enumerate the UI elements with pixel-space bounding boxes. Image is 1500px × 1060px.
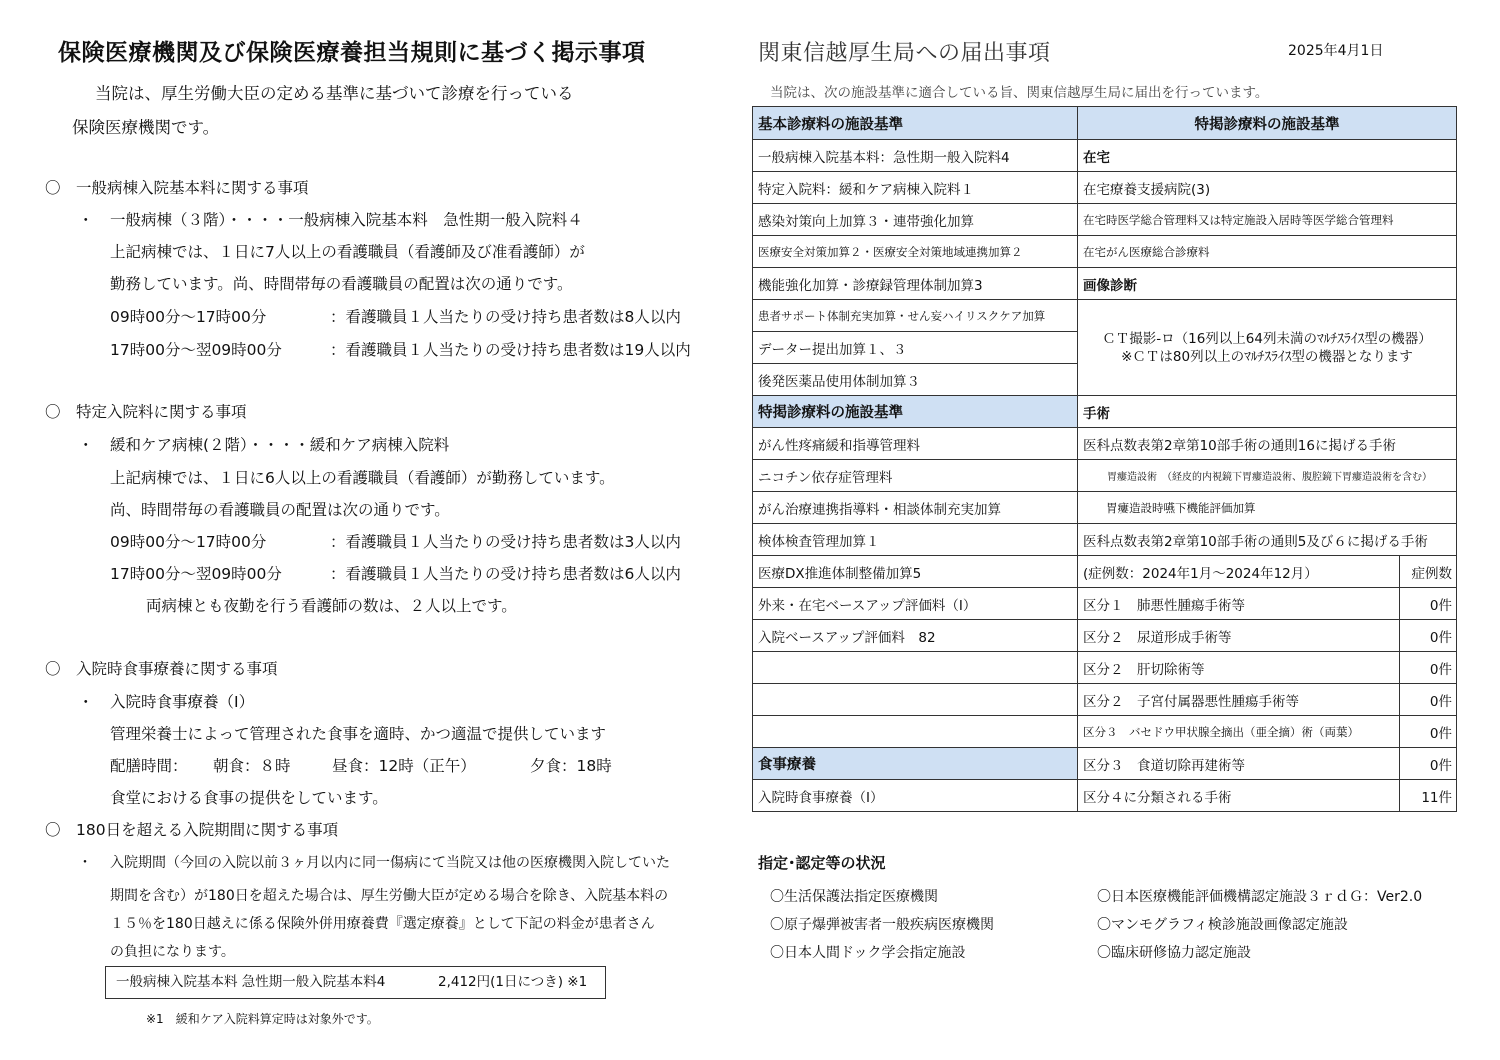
table-row [753,492,1457,524]
palliative-ward-line-2: 尚、時間帯毎の看護職員の配置は次の通りです。 [110,501,450,519]
table-row [753,652,1457,684]
section-meal-heading: 〇 入院時食事療養に関する事項 [45,660,278,678]
180days-line-3: １５％を180日越えに係る保険外併用療養費『選定療養』として下記の料金が患者さん [110,916,655,932]
table-cell [753,716,1078,748]
table-cell: 0件 [1400,588,1457,620]
designation-item: 〇マンモグラフィ検診施設画像認定施設 [1097,917,1348,933]
right-title: 関東信越厚生局への届出事項 [758,41,1051,66]
palliative-ward-time-1: 09時00分～17時00分 [110,533,267,551]
table-cell: 外来・在宅ベースアップ評価料（Ⅰ） [753,588,1078,620]
table-cell: 入院ベースアップ評価料 82 [753,620,1078,652]
180days-line-1: 入院期間（今回の入院以前３ヶ月以内に同一傷病にて当院又は他の医療機関入院していた [110,855,670,871]
general-ward-time-2: 17時00分～翌09時00分 [110,341,282,359]
table-row [753,556,1457,588]
designations-title: 指定･認定等の状況 [758,854,886,872]
designation-item: 〇日本医療機能評価機構認定施設３ｒｄＧ：Ver2.0 [1097,889,1423,905]
intro-line-1: 当院は、厚生労働大臣の定める基準に基づいて診療を行っている [95,84,574,103]
table-cell: (症例数：2024年1月～2024年12月） [1078,556,1400,588]
table-cell: 胃瘻造設時嚥下機能評価加算 [1078,492,1457,524]
table-row [753,172,1457,204]
right-intro: 当院は、次の施設基準に適合している旨、関東信越厚生局に届出を行っています。 [770,85,1269,101]
section-general-ward-heading: 〇 一般病棟入院基本料に関する事項 [45,179,309,197]
table-cell: 0件 [1400,620,1457,652]
table-cell: 感染対策向上加算３・連帯強化加算 [753,204,1078,236]
table-cell: 在宅療養支援病院(3) [1078,172,1457,204]
table-row [753,588,1457,620]
night-shift-note: 両病棟とも夜勤を行う看護師の数は、２人以上です。 [146,597,517,615]
table-cell: 0件 [1400,652,1457,684]
designation-item: 〇原子爆弾被害者一般疾病医療機関 [770,917,994,933]
general-ward-desc-2: ：看護職員１人当たりの受け持ち患者数は19人以内 [330,341,691,359]
section-special-ward-heading: 〇 特定入院料に関する事項 [45,403,247,421]
page-title: 保険医療機関及び保険医療養担当規則に基づく掲示事項 [58,40,646,66]
table-row [753,460,1457,492]
bullet: ・ [78,211,94,229]
table-cell: 入院時食事療養（Ⅰ） [753,780,1078,812]
table-row [753,748,1457,780]
ct-line-2: ※ＣＴは80列以上のﾏﾙﾁｽﾗｲｽ型の機器となります [1121,348,1413,365]
table-cell: 検体検査管理加算１ [753,524,1078,556]
table-cell [753,652,1078,684]
table-cell: 区分１ 肺悪性腫瘍手術等 [1078,588,1400,620]
table-cell: データー提出加算１、３ [753,332,1078,364]
palliative-ward-item: 緩和ケア病棟(２階）・・・・緩和ケア病棟入院料 [110,436,450,454]
designation-item: 〇生活保護法指定医療機関 [770,889,938,905]
table-cell: 医科点数表第2章第10部手術の通則16に掲げる手術 [1078,428,1457,460]
table-cell: 後発医薬品使用体制加算３ [753,364,1078,396]
dinner-time: 夕食：18時 [530,757,612,775]
table-cell: ニコチン依存症管理料 [753,460,1078,492]
date: 2025年4月1日 [1288,43,1384,59]
footnote: ※1 緩和ケア入院料算定時は対象外です。 [146,1012,379,1026]
table-cell: 医科点数表第2章第10部手術の通則5及び６に掲げる手術 [1078,524,1457,556]
table-row [753,300,1457,332]
meal-line-2: 食堂における食事の提供をしています。 [110,789,388,807]
table-row [753,524,1457,556]
lunch-time: 昼食：12時（正午） [332,757,476,775]
180days-line-4: の負担になります。 [110,944,235,960]
table-cell: 症例数 [1400,556,1457,588]
intro-line-2: 保険医療機関です。 [72,118,220,137]
designation-item: 〇日本人間ドック学会指定施設 [770,945,966,961]
table-cell: がん治療連携指導料・相談体制充実加算 [753,492,1078,524]
table-row [753,684,1457,716]
180days-line-2: 期間を含む）が180日を超えた場合は、厚生労働大臣が定める場合を除き、入院基本料の [110,888,669,904]
table-cell: 11件 [1400,780,1457,812]
table-row [753,780,1457,812]
table-cell: 区分２ 肝切除術等 [1078,652,1400,684]
meal-time-label: 配膳時間： [110,757,188,775]
palliative-ward-desc-2: ：看護職員１人当たりの受け持ち患者数は6人以内 [330,565,681,583]
table-cell: 特定入院料：緩和ケア病棟入院料１ [753,172,1078,204]
breakfast-time: 朝食：８時 [213,757,291,775]
table-row [753,107,1457,140]
table-cell: 0件 [1400,748,1457,780]
table-cell: 在宅がん医療総合診療料 [1078,236,1457,268]
header-meal: 食事療養 [753,748,1078,780]
fee-box [105,966,606,999]
table-cell: 患者サポート体制充実加算・せん妄ハイリスクケア加算 [753,300,1078,332]
table-cell: がん性疼痛緩和指導管理料 [753,428,1078,460]
palliative-ward-time-2: 17時00分～翌09時00分 [110,565,282,583]
table-cell: 区分３ バセドウ甲状腺全摘出（亜全摘）術（両葉） [1078,716,1400,748]
fee-label: 一般病棟入院基本料 急性期一般入院基本料4 [116,974,386,990]
table-cell: 画像診断 [1078,268,1457,300]
table-cell: 区分３ 食道切除再建術等 [1078,748,1400,780]
bullet: ・ [78,855,92,871]
ct-line-1: ＣＴ撮影-ロ（16列以上64列未満のﾏﾙﾁｽﾗｲｽ型の機器） [1102,330,1432,347]
designation-item: 〇臨床研修協力認定施設 [1097,945,1251,961]
fee-value: 2,412円(1日につき) ※1 [438,974,588,990]
table-cell: 胃瘻造設術 （経皮的内視鏡下胃瘻造設術、腹腔鏡下胃瘻造設術を含む） [1078,460,1457,492]
section-180days-heading: 〇 180日を超える入院期間に関する事項 [45,821,339,839]
table-row [753,716,1457,748]
meal-line-1: 管理栄養士によって管理された食事を適時、かつ適温で提供しています [110,725,607,743]
meal-item: 入院時食事療養（Ⅰ） [110,693,255,711]
table-cell: 手術 [1078,396,1457,428]
general-ward-line-1: 上記病棟では、１日に7人以上の看護職員（看護師及び准看護師）が [110,243,585,261]
bullet: ・ [78,436,94,454]
general-ward-item: 一般病棟（３階）・・・・一般病棟入院基本料 急性期一般入院料４ [110,211,583,229]
table-row [753,204,1457,236]
table-cell: 区分４に分類される手術 [1078,780,1400,812]
table-cell: 在宅 [1078,140,1457,172]
table-row [753,140,1457,172]
table-cell: 在宅時医学総合管理料又は特定施設入居時等医学総合管理料 [1078,204,1457,236]
table-cell: 0件 [1400,716,1457,748]
ct-scan-cell [1078,300,1457,396]
table-row [753,620,1457,652]
table-cell: 医療安全対策加算２・医療安全対策地域連携加算２ [753,236,1078,268]
general-ward-line-2: 勤務しています。尚、時間帯毎の看護職員の配置は次の通りです。 [110,275,573,293]
table-cell: 医療DX推進体制整備加算5 [753,556,1078,588]
header-basic: 基本診療料の施設基準 [753,107,1078,140]
table-cell: 機能強化加算・診療録管理体制加算3 [753,268,1078,300]
table-cell [753,684,1078,716]
table-cell: 区分２ 子宮付属器悪性腫瘍手術等 [1078,684,1400,716]
table-row [753,428,1457,460]
facility-standards-table [752,106,1457,812]
palliative-ward-desc-1: ：看護職員１人当たりの受け持ち患者数は3人以内 [330,533,681,551]
table-cell: 区分２ 尿道形成手術等 [1078,620,1400,652]
table-cell: 一般病棟入院基本料：急性期一般入院料4 [753,140,1078,172]
table-row [753,236,1457,268]
header-special: 特掲診療料の施設基準 [1078,107,1457,140]
table-cell: 0件 [1400,684,1457,716]
bullet: ・ [78,693,94,711]
table-row [753,396,1457,428]
header-special-2: 特掲診療料の施設基準 [753,396,1078,428]
general-ward-desc-1: ：看護職員１人当たりの受け持ち患者数は8人以内 [330,308,681,326]
palliative-ward-line-1: 上記病棟では、１日に6人以上の看護職員（看護師）が勤務しています。 [110,469,615,487]
general-ward-time-1: 09時00分～17時00分 [110,308,267,326]
table-row [753,268,1457,300]
